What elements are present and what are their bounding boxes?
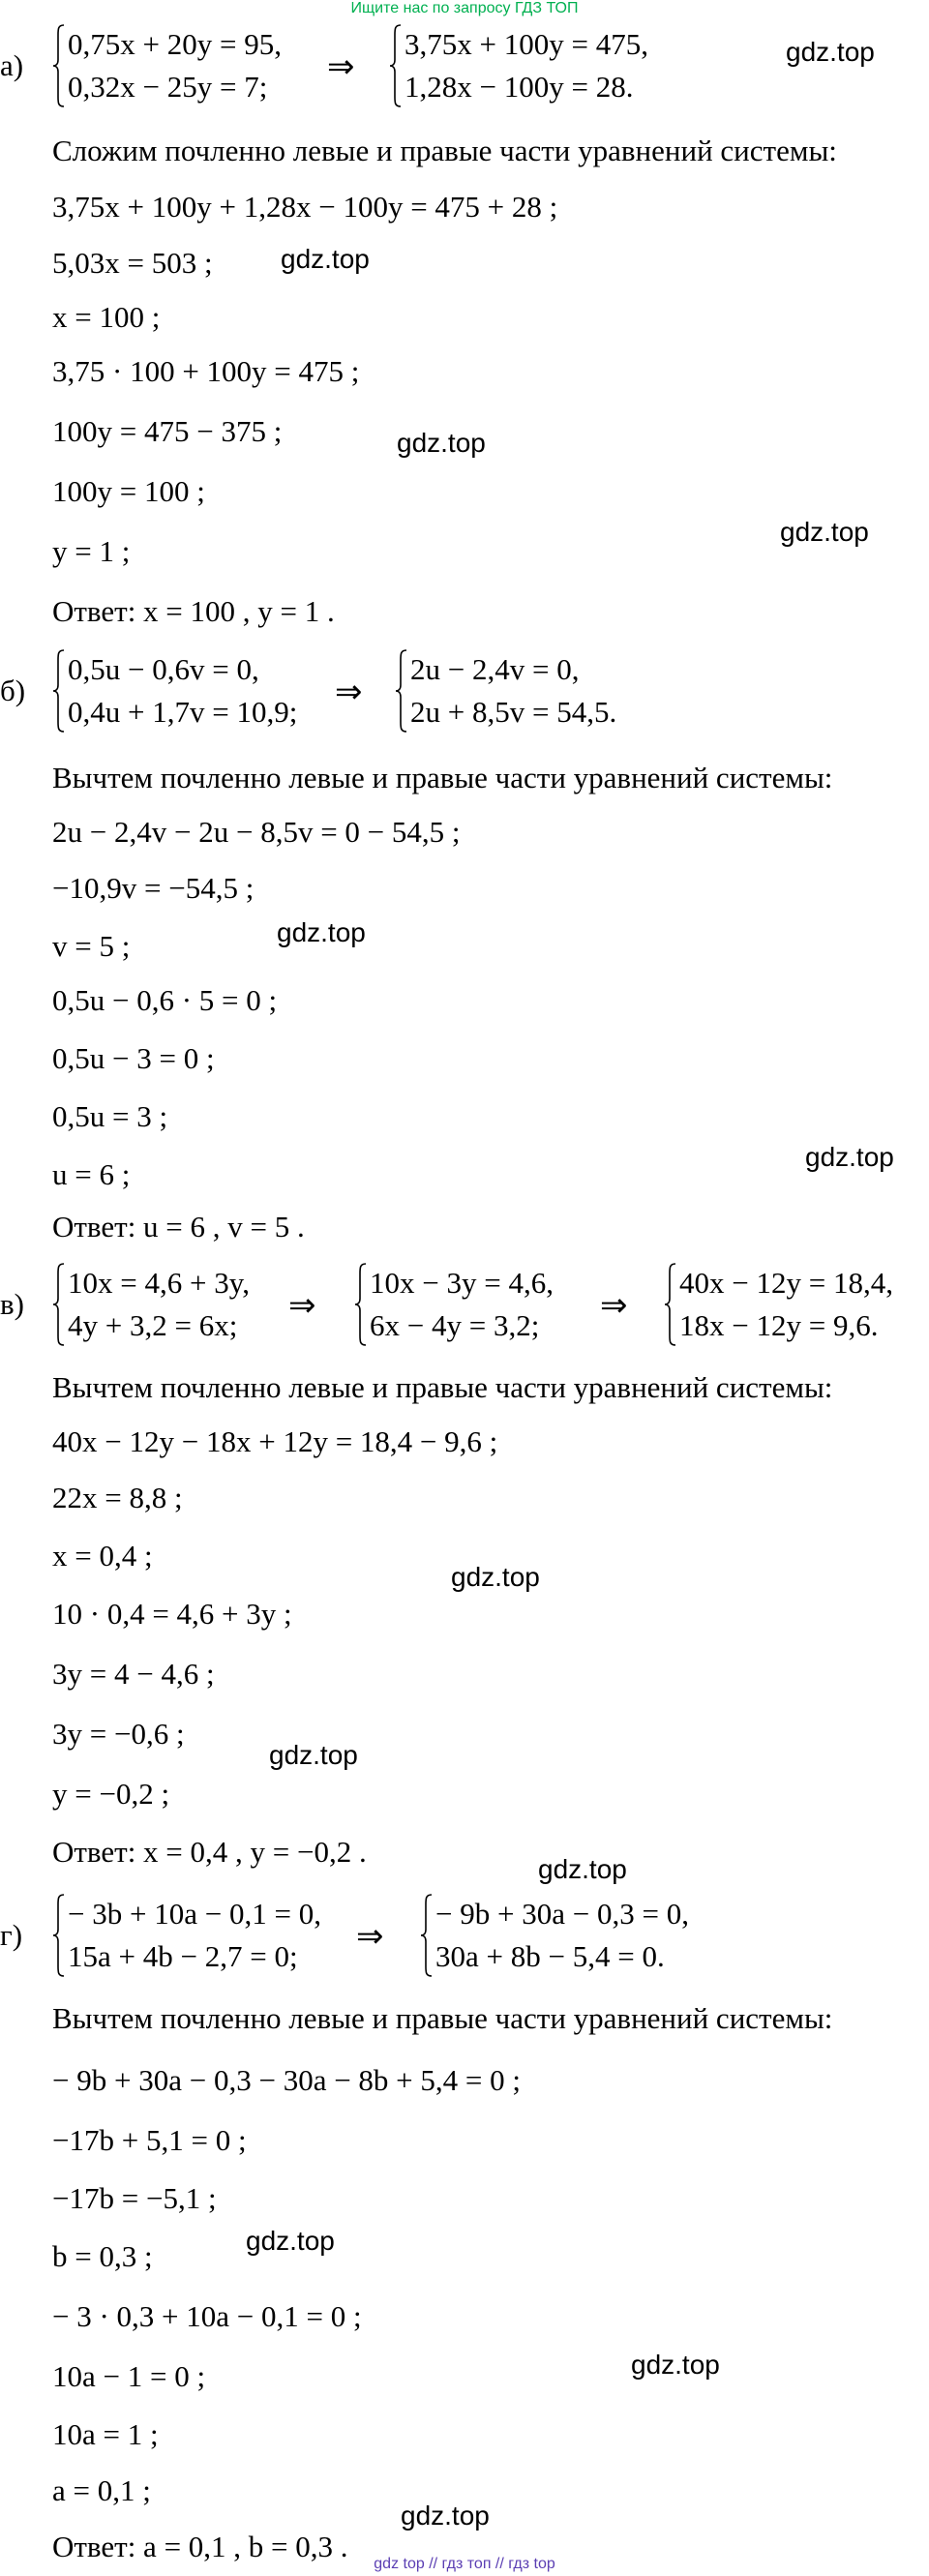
implies-arrow: ⇒: [356, 1919, 384, 1955]
system-g-original-eq1: − 3b + 10a − 0,1 = 0,: [68, 1897, 321, 1931]
watermark: gdz.top: [246, 2226, 335, 2256]
part-g-answer: Ответ: a = 0,1 , b = 0,3 .: [52, 2530, 348, 2563]
part-a-step-6: 100y = 100 ;: [52, 474, 205, 508]
part-g-step-5: − 3 · 0,3 + 10a − 0,1 = 0 ;: [52, 2299, 362, 2333]
system-b-scaled-eq1: 2u − 2,4v = 0,: [410, 652, 580, 686]
part-label-a: а): [0, 48, 24, 82]
part-g-step-6: 10a − 1 = 0 ;: [52, 2359, 206, 2393]
part-g-step-7: 10a = 1 ;: [52, 2417, 159, 2451]
left-brace-icon: [52, 648, 66, 734]
part-v-step-3: x = 0,4 ;: [52, 1539, 153, 1573]
system-b-original-eq1: 0,5u − 0,6v = 0,: [68, 652, 259, 686]
part-b-step-7: u = 6 ;: [52, 1157, 131, 1191]
part-b-intro: Вычтем почленно левые и правые части уравнений системы:: [52, 761, 833, 794]
watermark: gdz.top: [281, 244, 370, 274]
system-g-scaled-eq1: − 9b + 30a − 0,3 = 0,: [435, 1897, 689, 1931]
implies-arrow: ⇒: [288, 1288, 316, 1324]
system-b-scaled-eq2: 2u + 8,5v = 54,5.: [410, 695, 617, 729]
system-v-original-eq1: 10x = 4,6 + 3y,: [68, 1266, 250, 1300]
part-v-step-5: 3y = 4 − 4,6 ;: [52, 1657, 215, 1691]
part-b-step-1: 2u − 2,4v − 2u − 8,5v = 0 − 54,5 ;: [52, 815, 461, 849]
watermark: gdz.top: [538, 1854, 627, 1884]
header-watermark: Ищите нас по запросу ГДЗ ТОП: [350, 0, 579, 16]
system-v-scaled-eq2: 18x − 12y = 9,6.: [679, 1308, 879, 1342]
implies-arrow: ⇒: [600, 1288, 628, 1324]
system-v-rearranged-eq2: 6x − 4y = 3,2;: [370, 1308, 540, 1342]
system-a-original-eq2: 0,32x − 25y = 7;: [68, 70, 268, 104]
watermark: gdz.top: [451, 1562, 540, 1592]
left-brace-icon: [52, 1262, 66, 1347]
part-v-step-4: 10 · 0,4 = 4,6 + 3y ;: [52, 1597, 292, 1631]
system-v-rearranged-eq1: 10x − 3y = 4,6,: [370, 1266, 554, 1300]
left-brace-icon: [354, 1262, 368, 1347]
part-a-step-4: 3,75 · 100 + 100y = 475 ;: [52, 354, 360, 388]
part-a-step-2: 5,03x = 503 ;: [52, 246, 213, 280]
part-v-step-7: y = −0,2 ;: [52, 1777, 170, 1811]
part-v-step-2: 22x = 8,8 ;: [52, 1481, 183, 1514]
system-a-scaled-eq1: 3,75x + 100y = 475,: [405, 27, 648, 61]
implies-arrow: ⇒: [335, 674, 363, 710]
watermark: gdz.top: [401, 2501, 490, 2531]
left-brace-icon: [52, 23, 66, 108]
watermark: gdz.top: [805, 1142, 894, 1172]
part-b-step-6: 0,5u = 3 ;: [52, 1099, 168, 1133]
part-label-v: в): [0, 1287, 24, 1321]
left-brace-icon: [395, 648, 408, 734]
part-a-intro: Сложим почленно левые и правые части уравнений системы:: [52, 134, 837, 167]
system-v-original-eq2: 4y + 3,2 = 6x;: [68, 1308, 238, 1342]
left-brace-icon: [52, 1893, 66, 1978]
part-g-step-4: b = 0,3 ;: [52, 2239, 153, 2273]
part-b-step-3: v = 5 ;: [52, 929, 131, 963]
part-b-step-4: 0,5u − 0,6 · 5 = 0 ;: [52, 983, 278, 1017]
watermark: gdz.top: [631, 2350, 720, 2380]
part-g-step-8: a = 0,1 ;: [52, 2473, 151, 2507]
part-a-step-7: y = 1 ;: [52, 534, 131, 568]
watermark: gdz.top: [786, 37, 875, 67]
left-brace-icon: [664, 1262, 677, 1347]
part-a-step-5: 100y = 475 − 375 ;: [52, 414, 283, 448]
system-g-original-eq2: 15a + 4b − 2,7 = 0;: [68, 1939, 298, 1973]
part-label-b: б): [0, 674, 26, 707]
watermark: gdz.top: [269, 1740, 358, 1770]
part-g-step-3: −17b = −5,1 ;: [52, 2181, 217, 2215]
implies-arrow: ⇒: [327, 49, 355, 85]
system-a-scaled-eq2: 1,28x − 100y = 28.: [405, 70, 634, 104]
left-brace-icon: [389, 23, 403, 108]
system-g-scaled-eq2: 30a + 8b − 5,4 = 0.: [435, 1939, 665, 1973]
part-b-step-5: 0,5u − 3 = 0 ;: [52, 1041, 215, 1075]
system-b-original-eq2: 0,4u + 1,7v = 10,9;: [68, 695, 298, 729]
footer-watermark: gdz top // гдз топ // гдз top: [374, 2556, 555, 2572]
watermark: gdz.top: [277, 917, 366, 947]
watermark: gdz.top: [397, 428, 486, 458]
part-g-intro: Вычтем почленно левые и правые части уравнений системы:: [52, 2001, 833, 2035]
part-a-step-1: 3,75x + 100y + 1,28x − 100y = 475 + 28 ;: [52, 190, 558, 224]
system-a-original-eq1: 0,75x + 20y = 95,: [68, 27, 282, 61]
left-brace-icon: [420, 1893, 434, 1978]
part-v-intro: Вычтем почленно левые и правые части уравнений системы:: [52, 1370, 833, 1404]
part-g-step-1: − 9b + 30a − 0,3 − 30a − 8b + 5,4 = 0 ;: [52, 2063, 522, 2097]
part-a-answer: Ответ: x = 100 , y = 1 .: [52, 594, 335, 628]
part-v-step-1: 40x − 12y − 18x + 12y = 18,4 − 9,6 ;: [52, 1424, 498, 1458]
part-b-step-2: −10,9v = −54,5 ;: [52, 871, 255, 905]
part-a-step-3: x = 100 ;: [52, 300, 161, 334]
watermark: gdz.top: [780, 517, 869, 547]
part-b-answer: Ответ: u = 6 , v = 5 .: [52, 1210, 305, 1243]
part-v-answer: Ответ: x = 0,4 , y = −0,2 .: [52, 1835, 367, 1869]
part-g-step-2: −17b + 5,1 = 0 ;: [52, 2123, 247, 2157]
system-v-scaled-eq1: 40x − 12y = 18,4,: [679, 1266, 893, 1300]
part-v-step-6: 3y = −0,6 ;: [52, 1717, 185, 1751]
part-label-g: г): [0, 1918, 23, 1952]
